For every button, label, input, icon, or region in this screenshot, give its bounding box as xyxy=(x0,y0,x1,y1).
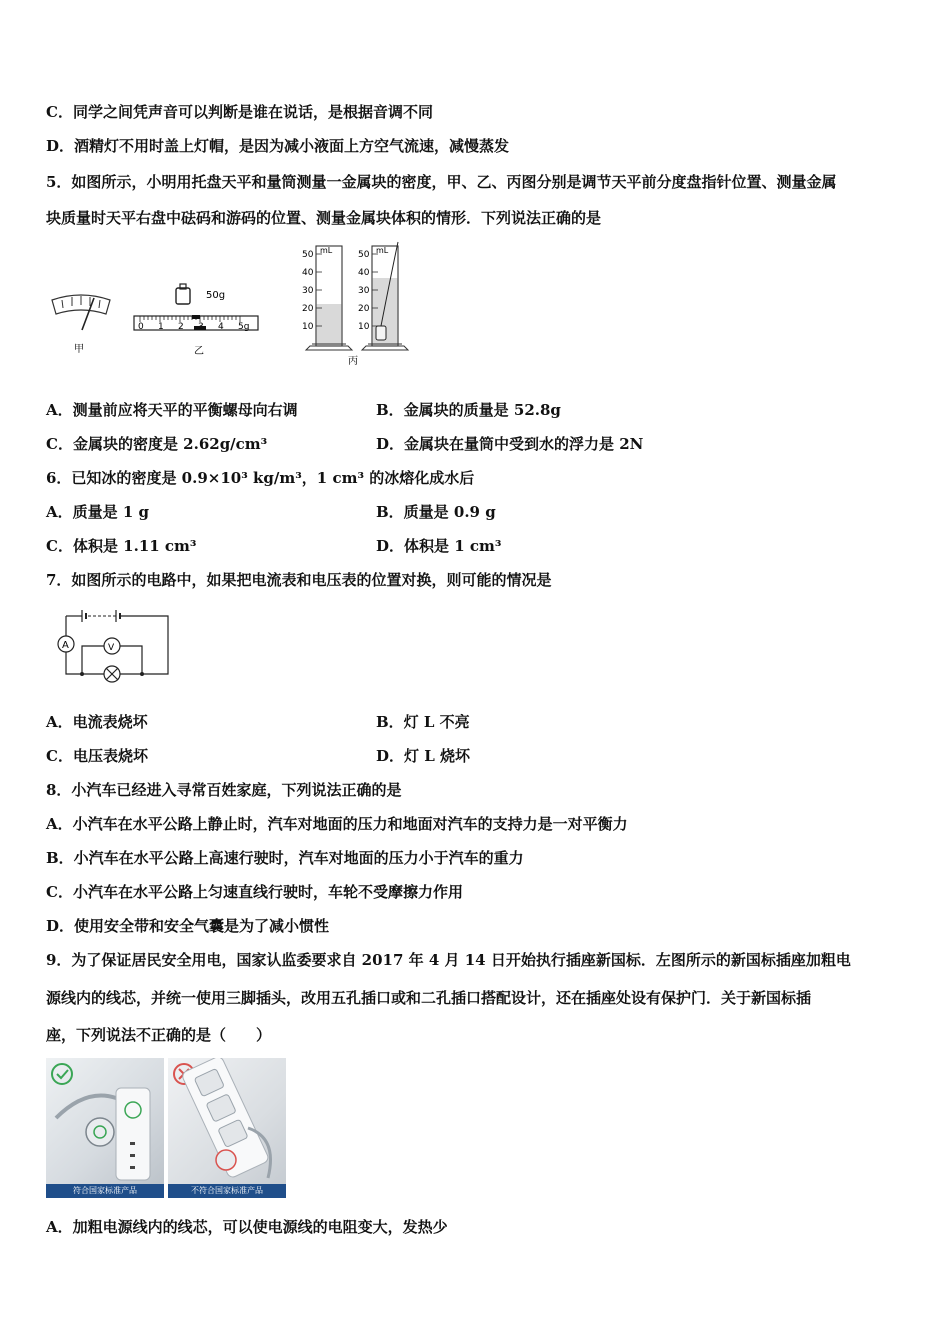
q4-option-c: C．同学之间凭声音可以判断是谁在说话，是根据音调不同 xyxy=(46,103,433,121)
cyl-left-tick-20: 20 xyxy=(302,304,314,314)
q6-option-a: A．质量是 1 g xyxy=(46,503,150,521)
q6-option-c: C．体积是 1.11 cm³ xyxy=(46,537,197,555)
cylinder-water xyxy=(302,246,352,350)
q7-option-c: C．电压表烧坏 xyxy=(46,747,148,765)
q5-stem-line2: 块质量时天平右盘中砝码和游码的位置、测量金属块体积的情形．下列说法正确的是 xyxy=(46,209,602,227)
balance-dial-figure xyxy=(48,290,114,360)
cyl-left-tick-10: 10 xyxy=(302,322,314,332)
ruler-tick-4: 4 xyxy=(218,322,224,332)
cylinder-with-metal xyxy=(358,242,408,350)
q5-option-c: C．金属块的密度是 2.62g/cm³ xyxy=(46,435,268,453)
photo-compliant-socket xyxy=(46,1058,164,1198)
q5-option-b: B．金属块的质量是 52.8g xyxy=(376,401,561,419)
weight-label: 50g xyxy=(206,290,226,301)
cyl-left-tick-40: 40 xyxy=(302,268,314,278)
cyl-left-tick-50: 50 xyxy=(302,250,314,260)
ruler-tick-0: 0 xyxy=(138,322,144,332)
cyl-right-tick-50: 50 xyxy=(358,250,370,260)
two-pin-plug xyxy=(216,1150,236,1170)
q5-option-a: A．测量前应将天平的平衡螺母向右调 xyxy=(46,401,298,419)
q8-option-c: C．小汽车在水平公路上匀速直线行驶时，车轮不受摩擦力作用 xyxy=(46,883,463,901)
q9-stem-line3: 座，下列说法不正确的是（ ） xyxy=(46,1026,272,1044)
cyl-right-tick-10: 10 xyxy=(358,322,370,332)
q8-option-d: D．使用安全带和安全气囊是为了减小惯性 xyxy=(46,917,330,935)
cyl-right-tick-40: 40 xyxy=(358,268,370,278)
q7-option-d: D．灯 L 烧坏 xyxy=(376,747,470,765)
weight-ruler-figure xyxy=(130,282,264,358)
q8-option-b: B．小汽车在水平公路上高速行驶时，汽车对地面的压力小于汽车的重力 xyxy=(46,849,524,867)
q4-option-d: D．酒精灯不用时盖上灯帽，是因为减小液面上方空气流速，减慢蒸发 xyxy=(46,137,510,155)
q9-stem-line2: 源线内的线芯，并统一使用三脚插头，改用五孔插口或和二孔插口搭配设计，还在插座处设有保护门．关于新国标插 xyxy=(46,989,812,1007)
cyl-right-tick-20: 20 xyxy=(358,304,370,314)
q9-stem-line1: 9．为了保证居民安全用电，国家认监委要求自 2017 年 4 月 14 日开始执行插座新国标．左图所示的新国标插座加粗电 xyxy=(46,951,851,969)
metal-block xyxy=(376,326,386,340)
dial-pointer xyxy=(82,298,94,330)
photo-noncompliant-label: 不符合国家标准产品 xyxy=(168,1184,286,1198)
q7-stem: 7．如图所示的电路中，如果把电流表和电压表的位置对换，则可能的情况是 xyxy=(46,571,552,589)
q8-option-a: A．小汽车在水平公路上静止时，汽车对地面的压力和地面对汽车的支持力是一对平衡力 xyxy=(46,815,628,833)
check-icon xyxy=(52,1064,72,1084)
cyl-unit-right: mL xyxy=(376,246,389,255)
ruler-tick-5: 5g xyxy=(238,322,250,332)
q8-stem: 8．小汽车已经进入寻常百姓家庭，下列说法正确的是 xyxy=(46,781,402,799)
rider-marker xyxy=(192,315,200,319)
q9-option-a: A．加粗电源线内的线芯，可以使电源线的电阻变大，发热少 xyxy=(46,1218,448,1236)
fig-label-jia: 甲 xyxy=(74,344,84,355)
ruler-tick-1: 1 xyxy=(158,322,164,332)
cyl-left-tick-30: 30 xyxy=(302,286,314,296)
q5-option-d: D．金属块在量筒中受到水的浮力是 2N xyxy=(376,435,644,453)
q6-stem: 6．已知冰的密度是 0.9×10³ kg/m³，1 cm³ 的冰熔化成水后 xyxy=(46,469,475,487)
cyl-right-tick-30: 30 xyxy=(358,286,370,296)
q7-option-b: B．灯 L 不亮 xyxy=(376,713,470,731)
ammeter-label: A xyxy=(62,640,69,651)
photo-compliant-label: 符合国家标准产品 xyxy=(46,1184,164,1198)
fig-label-bing: 丙 xyxy=(348,356,358,367)
cylinders-figure xyxy=(296,240,412,368)
circuit-diagram xyxy=(48,604,174,688)
three-pin-plug xyxy=(86,1118,114,1146)
ruler-tick-2: 2 xyxy=(178,322,184,332)
q7-option-a: A．电流表烧坏 xyxy=(46,713,148,731)
fig-label-yi: 乙 xyxy=(194,346,204,357)
q6-option-d: D．体积是 1 cm³ xyxy=(376,537,502,555)
cyl-unit-left: mL xyxy=(320,246,333,255)
q6-option-b: B．质量是 0.9 g xyxy=(376,503,496,521)
q5-stem-line1: 5．如图所示，小明用托盘天平和量筒测量一金属块的密度，甲、乙、丙图分别是调节天平前分度盘指针位置、测量金属 xyxy=(46,173,837,191)
photo-noncompliant-socket xyxy=(168,1058,286,1198)
weight-icon xyxy=(176,288,190,304)
voltmeter-label: V xyxy=(108,643,115,653)
